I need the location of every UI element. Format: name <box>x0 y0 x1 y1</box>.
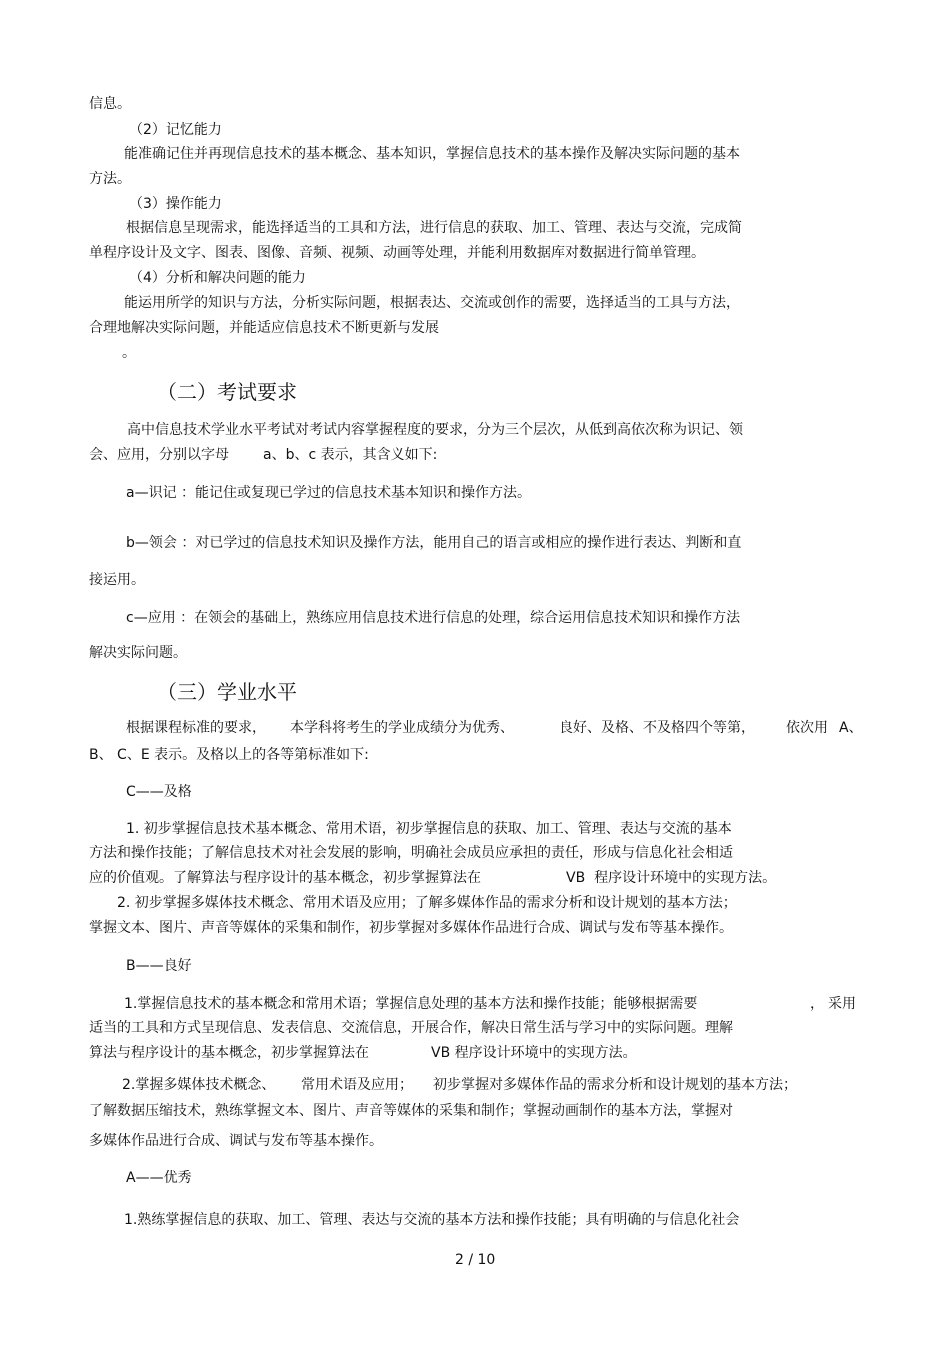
paragraph-line: VB 程序设计环境中的实现方法。 <box>431 1045 637 1061</box>
grade-title: C——及格 <box>126 784 192 800</box>
paragraph-line: 方法。 <box>89 171 131 187</box>
paragraph-line: 常用术语及应用； <box>301 1077 413 1093</box>
paragraph-line: A、 <box>839 720 863 736</box>
section-heading: （三）学业水平 <box>157 680 297 704</box>
page-number: 2 / 10 <box>455 1252 496 1268</box>
paragraph-line: B、 C、E 表示。及格以上的各等第标准如下: <box>89 747 369 763</box>
paragraph-line: VB 程序设计环境中的实现方法。 <box>566 870 777 886</box>
level-item: c—应用 ：在领会的基础上，熟练应用信息技术进行信息的处理，综合运用信息技术知识和操作方法 <box>126 610 741 626</box>
paragraph-line: 2. 初步掌握多媒体技术概念、常用术语及应用；了解多媒体作品的需求分析和设计规划的基本方法； <box>117 895 737 911</box>
paragraph-line: 会、应用，分别以字母 <box>89 447 229 463</box>
paragraph-line: 本学科将考生的学业成绩分为优秀、 <box>290 720 514 736</box>
paragraph-line: 接运用。 <box>89 572 145 588</box>
paragraph-line: 1. 初步掌握信息技术基本概念、常用术语，初步掌握信息的获取、加工、管理、表达与交流的基本 <box>126 821 732 837</box>
paragraph-line: 信息。 <box>89 96 131 112</box>
paragraph-line: 单程序设计及文字、图表、图像、音频、视频、动画等处理，并能利用数据库对数据进行简单管理。 <box>89 245 705 261</box>
paragraph-line: 2.掌握多媒体技术概念、 <box>122 1077 276 1093</box>
paragraph-line: 算法与程序设计的基本概念，初步掌握算法在 <box>89 1045 369 1061</box>
paragraph-line: 解决实际问题。 <box>89 645 187 661</box>
grade-title: B——良好 <box>126 958 192 974</box>
paragraph-line: 能运用所学的知识与方法，分析实际问题，根据表达、交流或创作的需要，选择适当的工具与方法， <box>124 295 740 311</box>
paragraph-line: 了解数据压缩技术，熟练掌握文本、图片、声音等媒体的采集和制作；掌握动画制作的基本方法，掌握对 <box>89 1103 733 1119</box>
subsection-title: （4）分析和解决问题的能力 <box>129 270 306 286</box>
paragraph-line: 依次用 <box>786 720 828 736</box>
paragraph-line: 应的价值观。了解算法与程序设计的基本概念，初步掌握算法在 <box>89 870 481 886</box>
paragraph-line: 高中信息技术学业水平考试对考试内容掌握程度的要求，分为三个层次，从低到高依次称为识记、领 <box>127 422 743 438</box>
paragraph-line: 适当的工具和方式呈现信息、发表信息、交流信息，开展合作，解决日常生活与学习中的实际问题。理解 <box>89 1020 733 1036</box>
paragraph-line: 采用 <box>828 996 856 1012</box>
paragraph-line: a、b、c 表示，其含义如下: <box>263 447 438 463</box>
subsection-title: （3）操作能力 <box>129 196 222 212</box>
paragraph-line: 。 <box>122 345 136 361</box>
subsection-title: （2）记忆能力 <box>129 122 222 138</box>
paragraph-line: 根据信息呈现需求，能选择适当的工具和方法，进行信息的获取、加工、管理、表达与交流，完成简 <box>126 220 742 236</box>
grade-title: A——优秀 <box>126 1170 192 1186</box>
paragraph-line: 1.掌握信息技术的基本概念和常用术语；掌握信息处理的基本方法和操作技能；能够根据需要 <box>124 996 698 1012</box>
paragraph-line: 根据课程标准的要求， <box>126 720 266 736</box>
paragraph-line: 1.熟练掌握信息的获取、加工、管理、表达与交流的基本方法和操作技能；具有明确的与信息化社会 <box>124 1212 740 1228</box>
paragraph-line: 能准确记住并再现信息技术的基本概念、基本知识，掌握信息技术的基本操作及解决实际问题的基本 <box>124 146 740 162</box>
paragraph-line: ， <box>810 996 824 1012</box>
paragraph-line: 方法和操作技能；了解信息技术对社会发展的影响，明确社会成员应承担的责任，形成与信息化社会相适 <box>89 845 733 861</box>
paragraph-line: 良好、及格、不及格四个等第， <box>559 720 755 736</box>
paragraph-line: 多媒体作品进行合成、调试与发布等基本操作。 <box>89 1133 383 1149</box>
paragraph-line: 初步掌握对多媒体作品的需求分析和设计规划的基本方法； <box>433 1077 797 1093</box>
paragraph-line: 掌握文本、图片、声音等媒体的采集和制作，初步掌握对多媒体作品进行合成、调试与发布等基本操作。 <box>89 920 733 936</box>
section-heading: （二）考试要求 <box>157 380 297 404</box>
level-item: b—领会 ：对已学过的信息技术知识及操作方法，能用自己的语言或相应的操作进行表达、判断和直 <box>126 535 742 551</box>
level-item: a—识记 ：能记住或复现已学过的信息技术基本知识和操作方法。 <box>126 485 532 501</box>
paragraph-line: 合理地解决实际问题，并能适应信息技术不断更新与发展 <box>89 320 439 336</box>
